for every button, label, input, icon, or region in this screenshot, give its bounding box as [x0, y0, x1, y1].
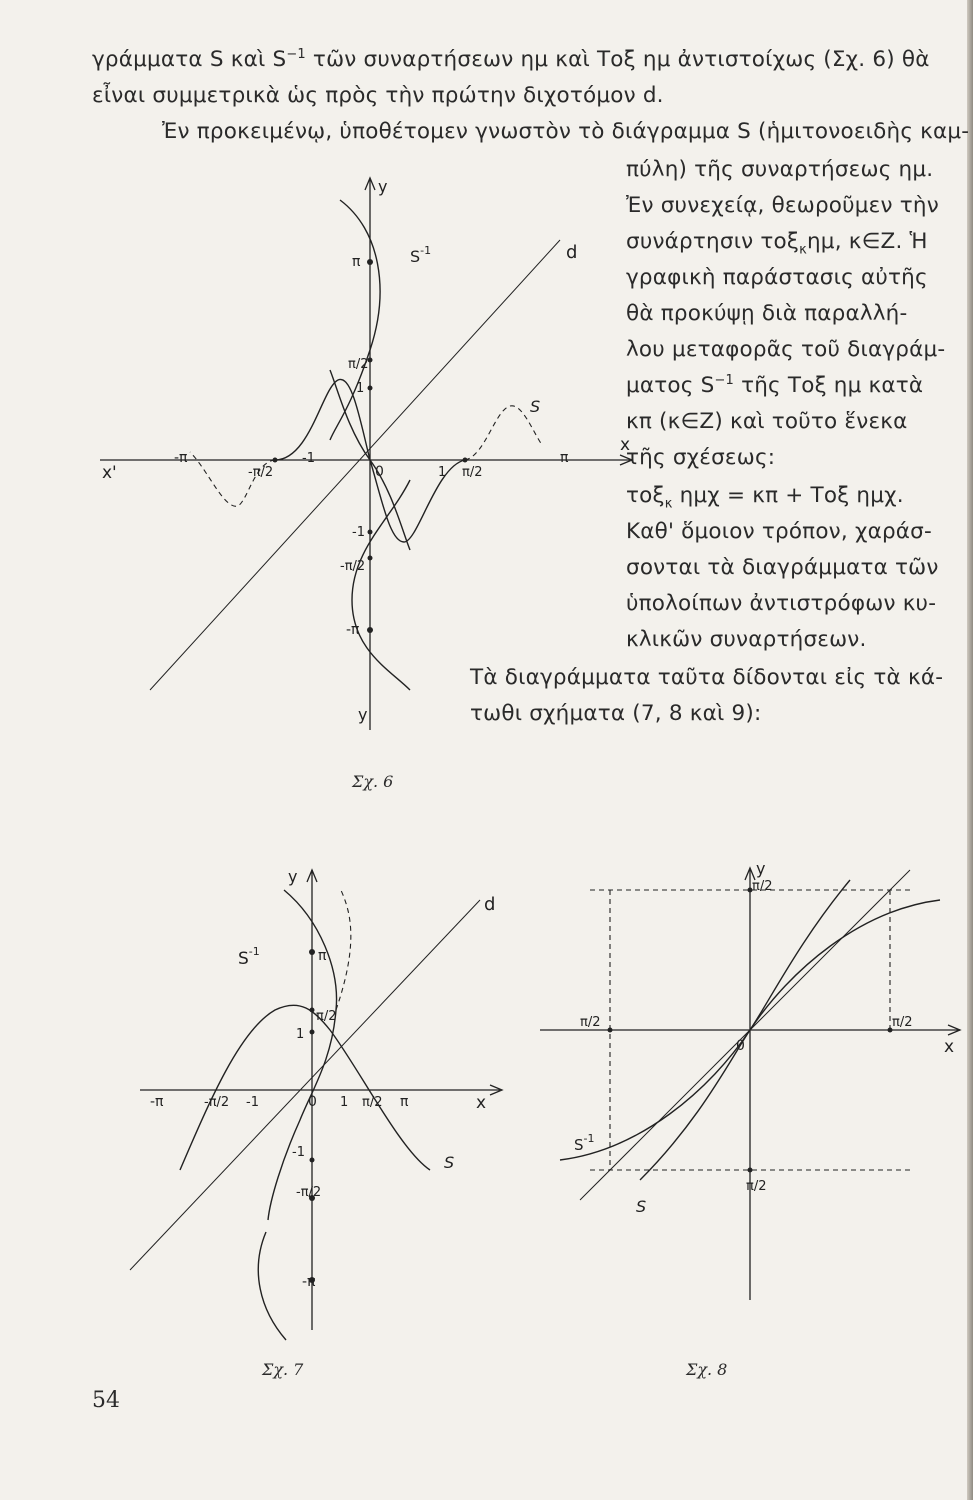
fig6-label-x-left: x': [102, 463, 117, 483]
fig8-label-x: x: [944, 1037, 955, 1057]
fig7-label-neg-one: -1: [246, 1095, 259, 1110]
fig6-label-d: d: [566, 242, 578, 263]
text-line-18: Τὰ διαγράμματα ταῦτα δίδονται εἰς τὰ κά-: [470, 665, 944, 690]
fig7-label-one-y: 1: [296, 1027, 305, 1042]
text-line-15: σονται τὰ διαγράμματα τῶν: [626, 555, 939, 580]
fig7-curve-Sinv-dashed: [336, 888, 351, 1010]
fig6-curve-Sinv-shift-down: [352, 480, 410, 690]
fig8-label-neg-pi-half: π/2: [746, 1179, 767, 1194]
text-line-17: κλικῶν συναρτήσεων.: [626, 627, 867, 652]
fig6-curve-Sinv-shift-up: [330, 200, 380, 440]
fig6-label-y-top: y: [378, 177, 388, 196]
text-line-16: ὑπολοίπων ἀντιστρόφων κυ-: [626, 591, 937, 616]
fig6-label-y-bottom: y: [358, 705, 368, 724]
fig6-label-neg-pi: -π: [174, 450, 188, 466]
fig7-label-one: 1: [340, 1095, 349, 1110]
fig7-label-neg-one-y: -1: [292, 1145, 305, 1160]
fig6-label-neg-pi-y: -π: [346, 622, 360, 638]
fig8-label-pi-half-top: π/2: [752, 879, 773, 894]
fig6-label-neg-pi-half: -π/2: [248, 465, 274, 480]
text-line-5: Ἐν συνεχείᾳ, θεωροῦμεν τὴν: [626, 193, 939, 218]
fig8-bisector: [580, 870, 913, 1200]
text-line-10: ματος $S^{-1}$ τῆς Τοξ ημ κατὰ: [626, 372, 924, 398]
fig7-curve-Sinv-lower: [258, 1232, 286, 1340]
figure-7: [100, 860, 520, 1360]
text-line-4: πύλη) τῆς συναρτήσεως ημ.: [626, 157, 934, 182]
fig7-label-y: y: [288, 867, 298, 886]
fig7-label-x: x: [476, 1093, 487, 1113]
fig7-label-neg-pi-half-y: -π/2: [296, 1185, 322, 1200]
fig6-label-pi-half-top: π/2: [348, 357, 369, 372]
text-line-12: τῆς σχέσεως:: [626, 445, 776, 470]
fig8-label-pi-half-left: π/2: [580, 1015, 601, 1030]
text-line-1: γράμματα S καὶ $S^{-1}$ τῶν συναρτήσεων ημ καὶ Τοξ ημ ἀντιστοίχως (Σχ. 6) θὰ: [92, 46, 930, 72]
fig8-label-Sinv: $S^{-1}$: [574, 1132, 595, 1154]
fig6-caption: Σχ. 6: [352, 772, 394, 791]
page-edge: [967, 0, 973, 1500]
fig7-label-origin: 0: [308, 1094, 317, 1110]
text-line-3: Ἐν προκειμένῳ, ὑποθέτομεν γνωστὸν τὸ διάγραμμα S (ἡμιτονοειδὴς καμ-: [162, 119, 970, 144]
text-line-6: συνάρτησιν τοξ$_\kappa$ημ, κ∈Z. Ἡ: [626, 229, 928, 258]
fig8-caption: Σχ. 8: [686, 1360, 728, 1379]
fig7-label-neg-pi: -π: [150, 1094, 164, 1110]
fig6-label-neg-one-y: -1: [352, 525, 365, 540]
fig7-label-pi-y: π: [318, 948, 327, 964]
fig7-label-S: S: [444, 1153, 455, 1172]
fig6-label-pi: π: [560, 450, 569, 466]
text-line-14: Καθ' ὅμοιον τρόπον, χαράσ-: [626, 519, 932, 544]
fig8-label-origin: 0: [736, 1038, 745, 1054]
fig6-label-pi-top: π: [352, 254, 361, 270]
fig6-label-x-right: x: [620, 435, 631, 455]
fig7-label-d: d: [484, 894, 496, 915]
fig8-label-y: y: [756, 859, 766, 878]
fig6-label-neg-pi-half-y: -π/2: [340, 559, 366, 574]
fig6-label-one-top: 1: [356, 381, 365, 396]
text-line-9: λου μεταφορᾶς τοῦ διαγράμ-: [626, 337, 946, 362]
figure-8: [540, 860, 960, 1360]
text-line-13: τοξ$_\kappa$ ημχ = κπ + Τοξ ημχ.: [626, 483, 904, 512]
fig7-label-neg-pi-y: -π: [302, 1274, 316, 1290]
text-line-11: κπ (κ∈Z) καὶ τοῦτο ἕνεκα: [626, 409, 908, 434]
fig6-label-one: 1: [438, 465, 447, 480]
fig7-curve-Sinv: [268, 890, 337, 1220]
fig7-label-pi: π: [400, 1094, 409, 1110]
fig6-label-S: S: [530, 397, 541, 416]
fig6-label-Sinv: $S^{-1}$: [410, 244, 432, 266]
fig6-label-pi-half: π/2: [462, 465, 483, 480]
fig7-label-Sinv: $S^{-1}$: [238, 945, 260, 969]
fig6-label-neg-one: -1: [302, 451, 315, 466]
text-line-2: εἶναι συμμετρικὰ ὡς πρὸς τὴν πρώτην διχοτόμον d.: [92, 83, 664, 108]
fig7-label-neg-pi-half: -π/2: [204, 1095, 230, 1110]
fig7-bisector-d: [130, 900, 480, 1270]
text-line-8: θὰ προκύψῃ διὰ παραλλή-: [626, 301, 908, 326]
fig7-label-pi-half-y: π/2: [316, 1009, 337, 1024]
page-number: 54: [92, 1388, 120, 1413]
fig8-label-pi-half-right: π/2: [892, 1015, 913, 1030]
fig6-label-origin: 0: [375, 464, 384, 480]
text-line-7: γραφικὴ παράστασις αὐτῆς: [626, 265, 928, 290]
fig7-caption: Σχ. 7: [262, 1360, 304, 1379]
fig8-label-S: S: [636, 1197, 647, 1216]
fig7-label-pi-half: π/2: [362, 1095, 383, 1110]
fig7-curve-S: [180, 1005, 430, 1170]
text-line-19: τωθι σχήματα (7, 8 καὶ 9):: [470, 701, 762, 726]
